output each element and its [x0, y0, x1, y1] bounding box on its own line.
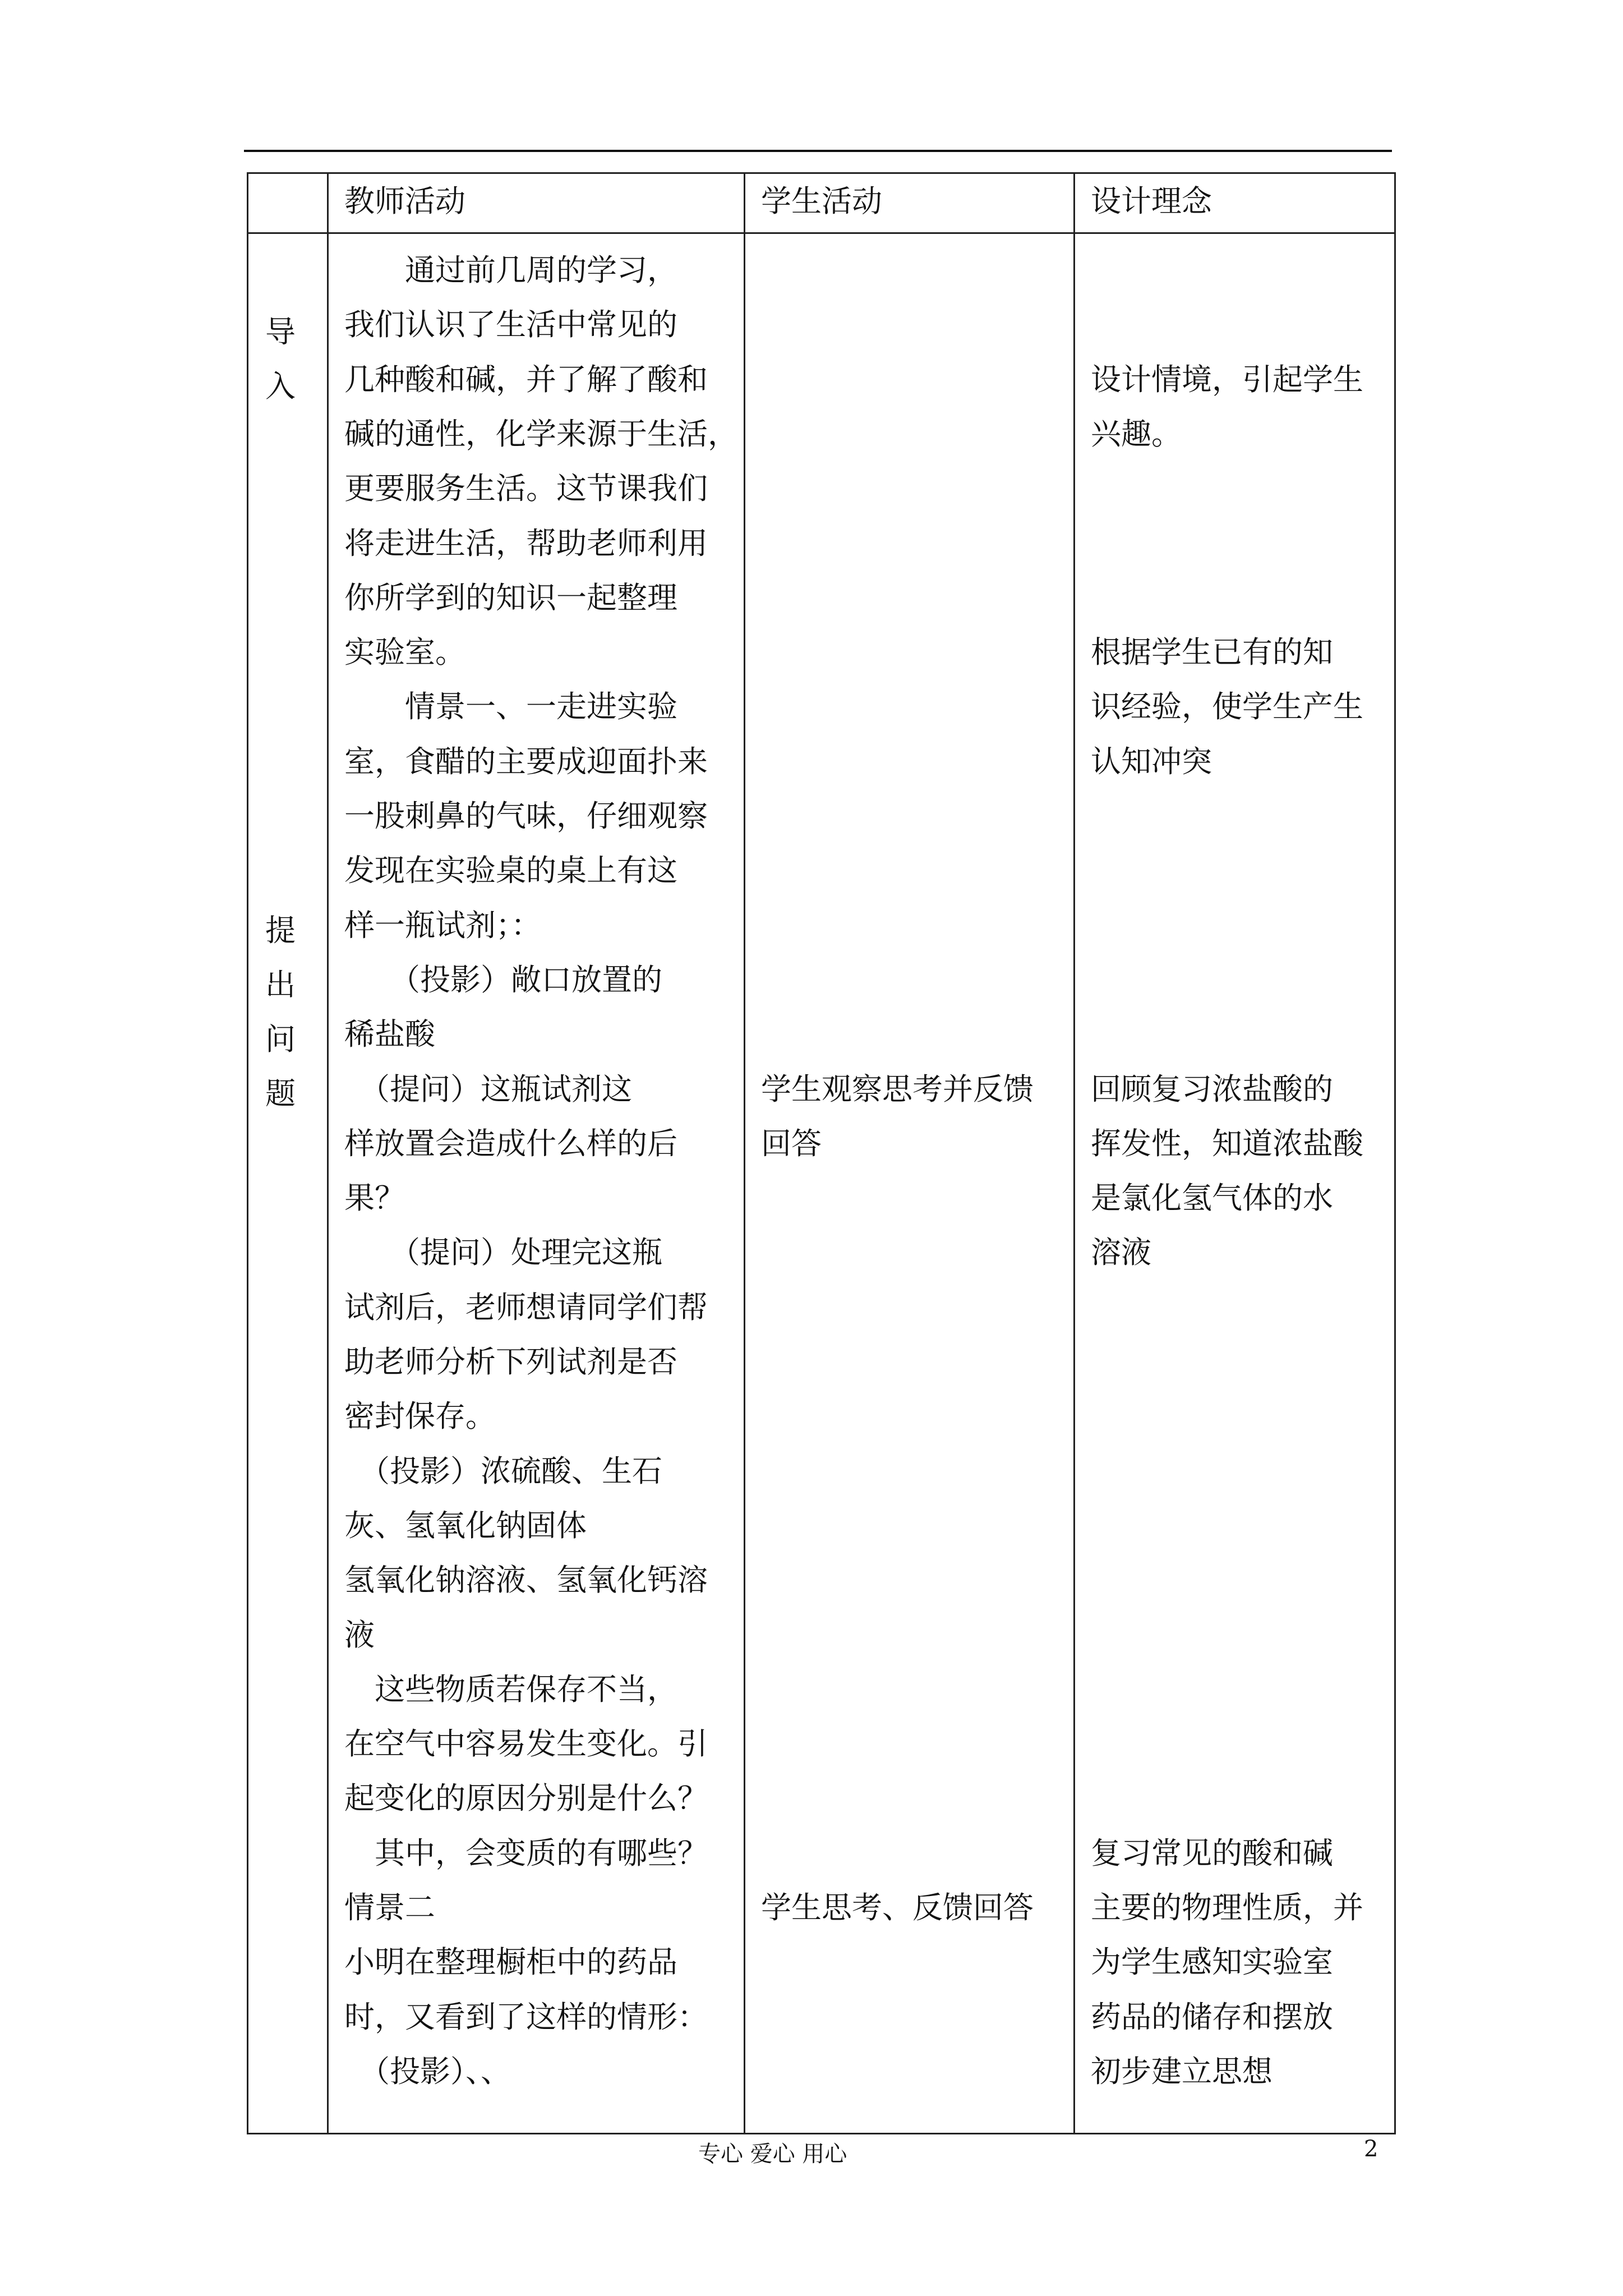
design-text-line: 设计情境，引起学生 — [1091, 361, 1363, 397]
design-text-line: 主要的物理性质，并 — [1091, 1890, 1363, 1925]
teacher-text-line: 样放置会造成什么样的后 — [344, 1125, 677, 1161]
teacher-text-line: 样一瓶试剂；： — [344, 907, 541, 943]
teacher-text-line: 小明在整理橱柜中的药品 — [344, 1944, 677, 1980]
teacher-text-line: 果？ — [344, 1180, 405, 1216]
header-rule — [244, 150, 1392, 152]
design-text-line: 初步建立思想 — [1091, 2053, 1272, 2089]
teacher-text-line: （提问）这瓶试剂这 — [344, 1071, 632, 1107]
phase-char: 入 — [265, 369, 296, 404]
design-text-line: 是氯化氢气体的水 — [1091, 1180, 1333, 1216]
design-text-line: 挥发性，知道浓盐酸 — [1091, 1125, 1363, 1161]
student-text-line: 学生观察思考并反馈 — [761, 1071, 1034, 1107]
teacher-text-line: 试剂后，老师想请同学们帮 — [344, 1289, 708, 1325]
header-student-activity: 学生活动 — [761, 183, 882, 219]
teacher-text-line: （投影）浓硫酸、生石 — [344, 1453, 662, 1489]
phase-char: 提 — [265, 913, 296, 948]
design-text-line: 根据学生已有的知 — [1091, 634, 1333, 670]
teacher-text-line: 通过前几周的学习， — [344, 252, 677, 288]
footer-slogan: 专心 爱心 用心 — [698, 2141, 847, 2167]
teacher-text-line: 氢氧化钠溶液、氢氧化钙溶 — [344, 1562, 708, 1598]
teacher-text-line: （投影）敞口放置的 — [344, 961, 662, 997]
student-text-line: 回答 — [761, 1125, 822, 1161]
design-concept-cell — [1075, 233, 1395, 2134]
phase-cell — [248, 233, 328, 2134]
design-text-line: 认知冲突 — [1091, 743, 1212, 779]
teacher-text-line: 将走进生活，帮助老师利用 — [344, 525, 708, 561]
teacher-text-line: 发现在实验桌的桌上有这 — [344, 853, 677, 889]
design-text-line: 回顾复习浓盐酸的 — [1091, 1071, 1333, 1107]
header-cell-phase — [248, 173, 328, 233]
teacher-text-line: 稀盐酸 — [344, 1016, 435, 1052]
student-text-line: 学生思考、反馈回答 — [761, 1890, 1034, 1925]
phase-intro-label — [265, 305, 310, 413]
teacher-text-line: 情景二 — [344, 1890, 435, 1925]
phase-question-label — [265, 903, 310, 1121]
teacher-activity-cell — [328, 233, 745, 2134]
teacher-text-line: 几种酸和碱，并了解了酸和 — [344, 361, 708, 397]
design-text-line: 溶液 — [1091, 1235, 1151, 1271]
page-number: 2 — [1364, 2136, 1378, 2162]
teacher-text-line: 起变化的原因分别是什么？ — [344, 1780, 708, 1816]
teacher-text-line: （投影）、、 — [344, 2053, 511, 2089]
design-text-line: 药品的储存和摆放 — [1091, 1999, 1333, 2035]
header-design-concept: 设计理念 — [1091, 183, 1212, 219]
teacher-text-line: 更要服务生活。这节课我们 — [344, 471, 708, 507]
lesson-plan-table — [247, 172, 1396, 2134]
design-text-line: 为学生感知实验室 — [1091, 1944, 1333, 1980]
teacher-text-line: 实验室。 — [344, 634, 465, 670]
teacher-text-line: 在空气中容易发生变化。引 — [344, 1726, 708, 1762]
teacher-text-line: 助老师分析下列试剂是否 — [344, 1344, 677, 1379]
phase-char: 题 — [265, 1076, 296, 1111]
teacher-text-line: （提问）处理完这瓶 — [344, 1235, 662, 1271]
table-body-row — [248, 233, 1395, 2134]
table-header-row — [248, 173, 1395, 233]
teacher-text-line: 一股刺鼻的气味，仔细观察 — [344, 798, 708, 834]
teacher-text-line: 灰、氢氧化钠固体 — [344, 1507, 587, 1543]
teacher-text-line: 时，又看到了这样的情形： — [344, 1999, 708, 2035]
design-text-line: 识经验，使学生产生 — [1091, 689, 1363, 725]
teacher-text-line: 液 — [344, 1617, 375, 1653]
teacher-text-line: 其中，会变质的有哪些？ — [344, 1835, 708, 1871]
student-activity-cell — [745, 233, 1075, 2134]
teacher-text-line: 室，食醋的主要成迎面扑来 — [344, 743, 708, 779]
header-cell-teacher — [328, 173, 745, 233]
teacher-text-line: 情景一、一走进实验 — [344, 689, 677, 725]
phase-char: 问 — [265, 1022, 296, 1057]
teacher-text-line: 碱的通性，化学来源于生活， — [344, 416, 738, 452]
teacher-text-line: 我们认识了生活中常见的 — [344, 307, 677, 343]
header-cell-design — [1075, 173, 1395, 233]
teacher-text-line: 这些物质若保存不当， — [344, 1671, 677, 1707]
header-teacher-activity: 教师活动 — [344, 183, 465, 219]
phase-char: 出 — [265, 967, 296, 1002]
teacher-text-line: 你所学到的知识一起整理 — [344, 579, 677, 615]
teacher-text-line: 密封保存。 — [344, 1398, 496, 1434]
design-text-line: 兴趣。 — [1091, 416, 1182, 452]
phase-char: 导 — [265, 314, 296, 349]
design-text-line: 复习常见的酸和碱 — [1091, 1835, 1333, 1871]
header-cell-student — [745, 173, 1075, 233]
